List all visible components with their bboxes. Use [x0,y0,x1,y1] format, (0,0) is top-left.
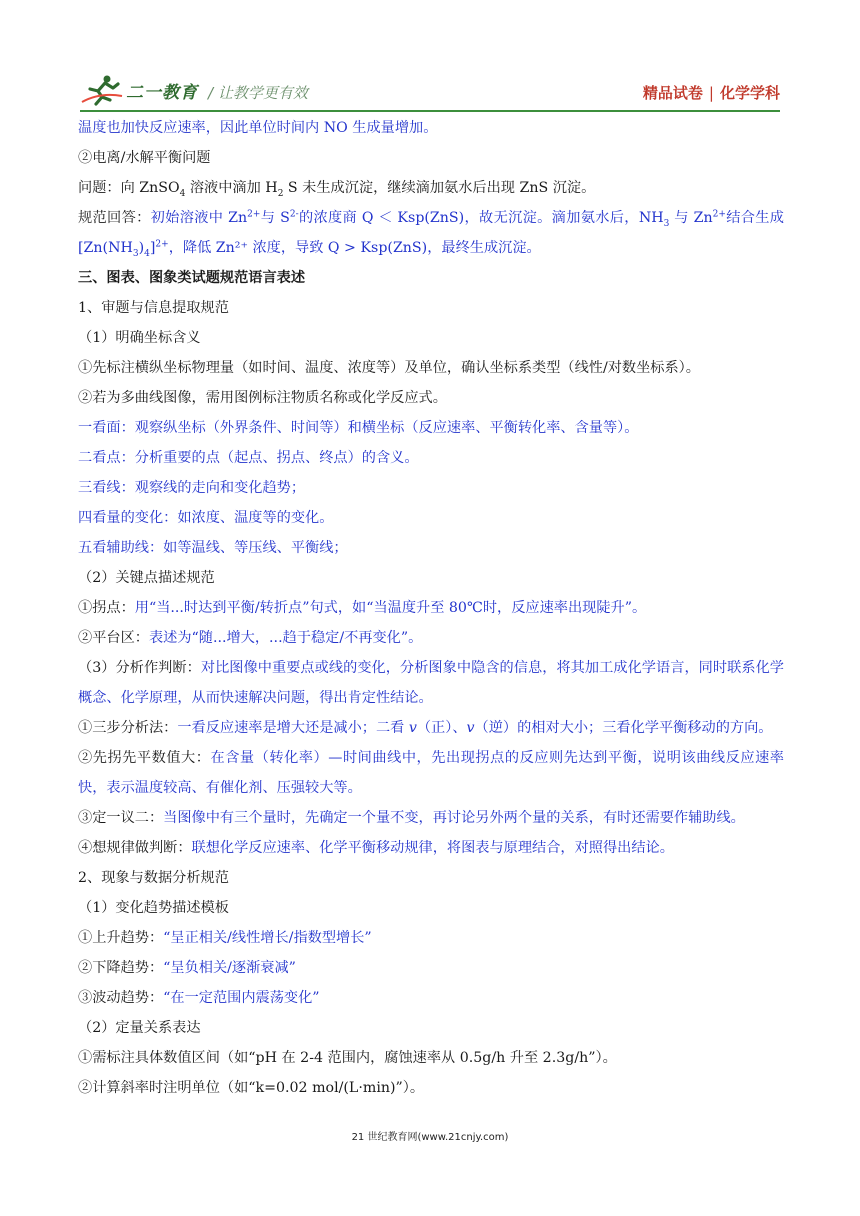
logo [80,74,198,106]
slogan: / 让教学更有效 [208,84,308,102]
paragraph: ①三步分析法：一看反应速率是增大还是减小；二看 v（正）、v（逆）的相对大小；三看化学平衡移动的方向。 [78,720,773,736]
runner-logo-icon [80,74,124,106]
paragraph: 规范回答：初始溶液中 $Zn^{2+}$与 $S^{2-}$的浓度商 Q ＜ Ksp(ZnS)，故无沉淀。滴加氨水后，$NH_3$ 与 $Zn^{2+}$结合生成 $[Zn(NH_3)_4]^{2+}$，降低 Zn²⁺ 浓度，导致 Q > Ksp(ZnS)，最终生成沉淀。 [78,209,784,259]
subject-label-left: 精品试卷 [642,84,703,102]
paragraph: 三看线：观察线的走向和变化趋势； [78,480,306,496]
paragraph: 2、现象与数据分析规范 [78,870,229,886]
paragraph: ②先拐先平数值大：在含量（转化率）—时间曲线中，先出现拐点的反应则先达到平衡，说明该曲线反应速率快，表示温度较高、有催化剂、压强较大等。 [78,750,784,796]
subject-label-right: 化学学科 [719,84,780,102]
paragraph: ②电离/水解平衡问题 [78,150,211,166]
paragraph: 四看量的变化：如浓度、温度等的变化。 [78,510,334,526]
paragraph: ②计算斜率时注明单位（如“k=0.02 mol/(L·min)”）。 [78,1080,425,1096]
paragraph: 一看面：观察纵坐标（外界条件、时间等）和横坐标（反应速率、平衡转化率、含量等）。 [78,420,639,436]
paragraph: ①上升趋势：“呈正相关/线性增长/指数型增长” [78,930,372,946]
paragraph: 1、审题与信息提取规范 [78,300,229,316]
paragraph: 二看点：分析重要的点（起点、拐点、终点）的含义。 [78,450,419,466]
paragraph: ②下降趋势：“呈负相关/逐渐衰减” [78,960,296,976]
paragraph: ④想规律做判断：联想化学反应速率、化学平衡移动规律，将图表与原理结合，对照得出结论。 [78,840,674,856]
document-body [78,113,784,1103]
page-header [80,66,780,112]
paragraph: （2）定量关系表达 [78,1020,201,1036]
paragraph: ②平台区：表述为“随...增大，...趋于稳定/不再变化”。 [78,630,423,646]
paragraph: 问题：向 ZnSO$_4$ 溶液中滴加 $H_2$ S 未生成沉淀，继续滴加氨水后出现 ZnS 沉淀。 [78,180,596,199]
page-footer: 21 世纪教育网(www.21cnjy.com) [351,1132,509,1143]
paragraph: ①先标注横纵坐标物理量（如时间、温度、浓度等）及单位，确认坐标系类型（线性/对数坐标系）。 [78,360,700,376]
paragraph: （1）明确坐标含义 [78,330,201,346]
paragraph: ③定一议二：当图像中有三个量时，先确定一个量不变，再讨论另外两个量的关系，有时还需要作辅助线。 [78,810,745,826]
paragraph: 温度也加快反应速率，因此单位时间内 NO 生成量增加。 [78,120,438,136]
paragraph: （2）关键点描述规范 [78,570,215,586]
paragraph: ②若为多曲线图像，需用图例标注物质名称或化学反应式。 [78,390,447,406]
subject-separator: | [708,84,714,102]
paragraph: （1）变化趋势描述模板 [78,900,229,916]
paragraph: ③波动趋势：“在一定范围内震荡变化” [78,990,320,1006]
paragraph: （3）分析作判断：对比图像中重要点或线的变化，分析图象中隐含的信息，将其加工成化学语言，同时联系化学概念、化学原理，从而快速解决问题，得出肯定性结论。 [78,660,784,706]
subject-label [643,82,780,103]
header-rule [80,110,780,112]
logo-text: 二一教育 [126,82,198,103]
paragraph: 五看辅助线：如等温线、等压线、平衡线； [78,540,348,556]
paragraph: ①拐点：用“当...时达到平衡/转折点”句式，如“当温度升至 80℃时，反应速率出现陡升”。 [78,600,647,616]
section-heading: 三、图表、图象类试题规范语言表述 [78,270,306,286]
paragraph: ①需标注具体数值区间（如“pH 在 2-4 范围内，腐蚀速率从 0.5g/h 升至 2.3g/h”）。 [78,1050,617,1066]
